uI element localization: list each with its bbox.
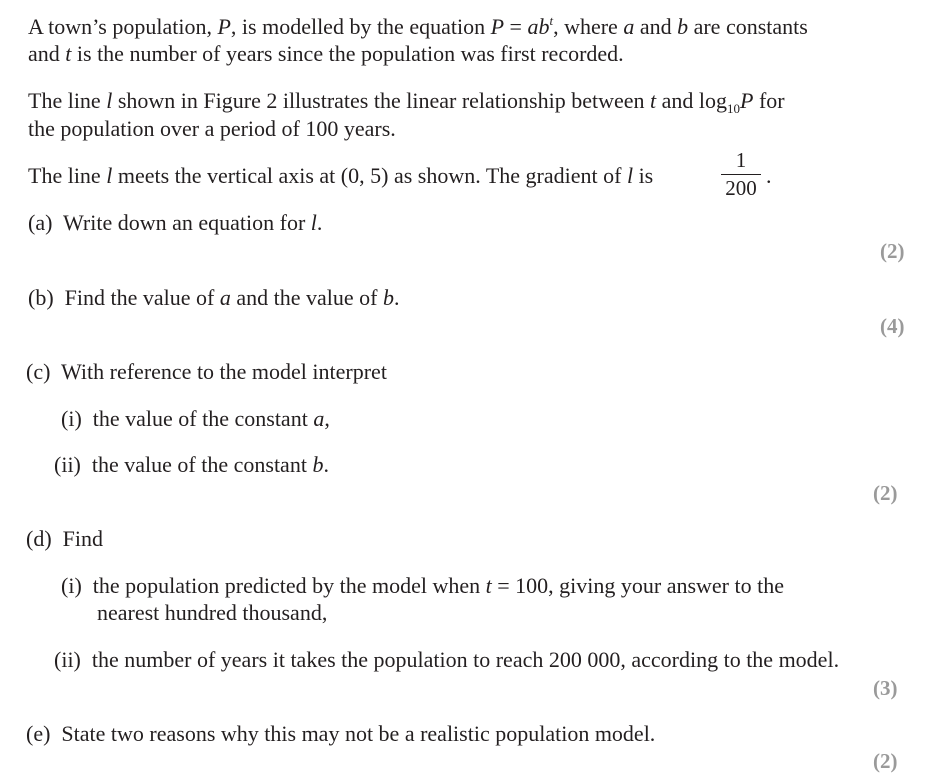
var-b: b [677,14,689,39]
text: = [504,14,528,39]
marks-c: (2) [873,481,898,505]
text: The line [28,88,107,113]
var-a: a [623,14,635,39]
text: , where [553,14,624,39]
text: = 100, giving your answer to the [491,573,784,598]
subpart-label: (ii) [54,647,81,672]
text: the value of the constant [92,406,314,431]
para3-end [766,163,772,189]
para2-line-2 [28,116,396,142]
text: nearest hundred thousand, [97,600,328,625]
var-ab: ab [527,14,550,39]
var-l: l [626,163,634,188]
marks-b: (4) [880,314,905,338]
gradient-fraction [719,148,763,200]
text: the value of the constant [91,452,313,477]
subpart-label: (i) [61,573,82,598]
fraction-denominator: 200 [725,176,757,200]
intro-line-1 [28,14,808,43]
text: Find the value of [64,285,220,310]
text: . [393,285,400,310]
text: is [633,163,654,188]
part-d-ii [54,647,839,673]
text: Write down an equation for [63,210,311,235]
subpart-label: (i) [61,406,82,431]
var-l: l [310,210,317,235]
part-d [26,526,103,552]
var-t: t [65,41,72,66]
exponent-t: t [549,13,554,28]
part-label: (e) [26,721,51,746]
var-P: P [740,88,754,113]
part-label: (a) [28,210,53,235]
part-e [26,721,655,747]
var-l: l [106,88,113,113]
fraction-numerator: 1 [735,148,747,172]
text: and [634,14,678,39]
text: With reference to the model interpret [61,359,387,384]
text: The line [28,163,107,188]
var-t: t [650,88,657,113]
fraction-bar [721,174,761,175]
var-t: t [485,573,492,598]
var-l: l [106,163,113,188]
part-d-i [61,573,784,599]
text: the number of years it takes the population to reach 200 000, according to the model. [91,647,840,672]
part-b [28,285,399,311]
para3-line [28,163,653,189]
text: for [753,88,785,113]
text: . [316,210,323,235]
part-label: (d) [26,526,52,551]
part-label: (b) [28,285,54,310]
text: . [766,163,772,188]
part-label: (c) [26,359,51,384]
text: is the number of years since the population was first recorded. [71,41,624,66]
subscript-10: 10 [727,101,741,116]
text: , [324,406,330,431]
text: are constants [688,14,808,39]
text: the population predicted by the model when [92,573,486,598]
text: shown in Figure 2 illustrates the linear relationship between [112,88,650,113]
var-P: P [217,14,231,39]
para2-line-1 [28,88,785,117]
marks-a: (2) [880,239,905,263]
part-c-ii [54,452,329,478]
subpart-label: (ii) [54,452,81,477]
text: State two reasons why this may not be a realistic population model. [61,721,656,746]
text: A town’s population, [28,14,218,39]
var-b: b [382,285,394,310]
text: the population over a period of 100 years. [28,116,396,141]
marks-d: (3) [873,676,898,700]
text: , is modelled by the equation [230,14,491,39]
part-c-i [61,406,330,432]
marks-e: (2) [873,749,898,773]
var-a: a [313,406,325,431]
part-c [26,359,387,385]
text: . [323,452,329,477]
intro-line-2 [28,41,624,67]
var-a: a [219,285,231,310]
text: and [28,41,66,66]
text: meets the vertical axis at (0, 5) as shown. The gradient of [112,163,627,188]
text: and the value of [230,285,383,310]
part-d-i-cont [97,600,327,626]
var-P: P [490,14,505,39]
text: and log [656,88,728,113]
text: Find [62,526,104,551]
part-a [28,210,322,236]
var-b: b [312,452,324,477]
